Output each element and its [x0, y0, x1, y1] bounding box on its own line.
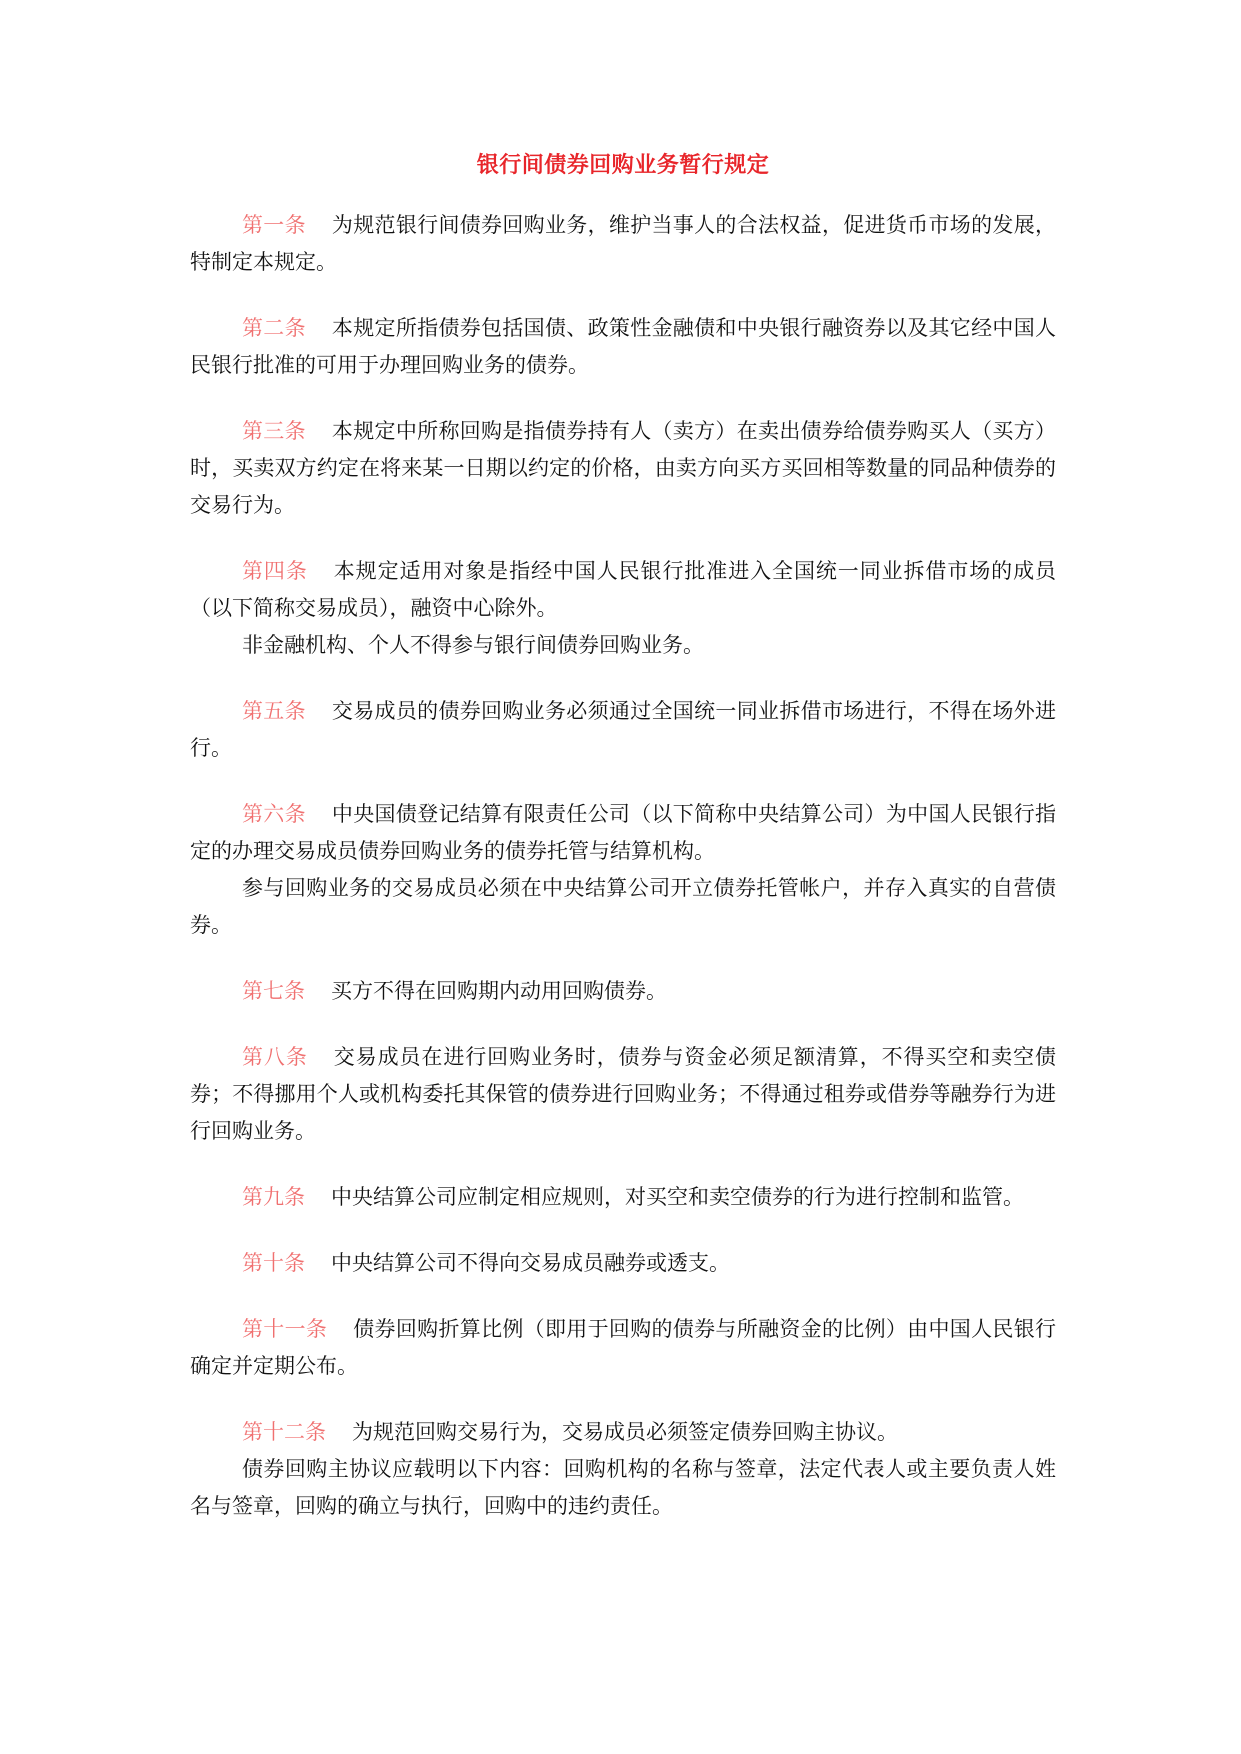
article-paragraph [190, 1179, 1056, 1216]
article-text: 债券回购折算比例（即用于回购的债券与所融资金的比例）由中国人民银行确定并定期公布。 [190, 1317, 1057, 1378]
document-page [190, 150, 1056, 1554]
article-text: 非金融机构、个人不得参与银行间债券回购业务。 [242, 633, 704, 657]
article [190, 413, 1056, 524]
article-paragraph [190, 973, 1056, 1010]
article [190, 207, 1056, 281]
article [190, 1039, 1056, 1150]
article-number: 第五条 [242, 699, 306, 723]
article-paragraph [190, 693, 1056, 767]
article [190, 973, 1056, 1010]
articles-list [190, 207, 1056, 1525]
article-text: 买方不得在回购期内动用回购债券。 [331, 979, 667, 1003]
article [190, 310, 1056, 384]
article-paragraph [190, 627, 1056, 664]
article-number: 第七条 [242, 979, 305, 1003]
article-text: 交易成员的债券回购业务必须通过全国统一同业拆借市场进行，不得在场外进行。 [190, 699, 1057, 760]
article-paragraph [190, 1039, 1056, 1150]
article-paragraph [190, 1245, 1056, 1282]
article-text: 交易成员在进行回购业务时，债券与资金必须足额清算，不得买空和卖空债券；不得挪用个人或机构委托其保管的债券进行回购业务；不得通过租券或借券等融券行为进行回购业务。 [190, 1045, 1057, 1143]
article-paragraph [190, 1451, 1056, 1525]
article-paragraph [190, 310, 1056, 384]
article-text: 债券回购主协议应载明以下内容：回购机构的名称与签章，法定代表人或主要负责人姓名与签章，回购的确立与执行，回购中的违约责任。 [190, 1457, 1056, 1518]
article-number: 第十条 [242, 1251, 305, 1275]
article-text: 本规定所指债券包括国债、政策性金融债和中央银行融资券以及其它经中国人民银行批准的可用于办理回购业务的债券。 [190, 316, 1057, 377]
article-paragraph [190, 870, 1056, 944]
article-text: 参与回购业务的交易成员必须在中央结算公司开立债券托管帐户，并存入真实的自营债券。 [190, 876, 1056, 937]
article-text: 本规定适用对象是指经中国人民银行批准进入全国统一同业拆借市场的成员（以下简称交易成员），融资中心除外。 [190, 559, 1057, 620]
article-number: 第十二条 [242, 1420, 326, 1444]
article [190, 1311, 1056, 1385]
article-text: 本规定中所称回购是指债券持有人（卖方）在卖出债券给债券购买人（买方）时，买卖双方约定在将来某一日期以约定的价格，由卖方向买方买回相等数量的同品种债券的交易行为。 [190, 419, 1057, 517]
article [190, 1179, 1056, 1216]
article-number: 第六条 [242, 802, 306, 826]
article-text: 中央结算公司不得向交易成员融券或透支。 [331, 1251, 730, 1275]
article-paragraph [190, 553, 1056, 627]
article-number: 第一条 [242, 213, 306, 237]
article [190, 1245, 1056, 1282]
article-number: 第八条 [242, 1045, 308, 1069]
article-paragraph [190, 413, 1056, 524]
article-paragraph [190, 1414, 1056, 1451]
article [190, 796, 1056, 944]
article-paragraph [190, 207, 1056, 281]
article-text: 为规范银行间债券回购业务，维护当事人的合法权益，促进货币市场的发展，特制定本规定。 [190, 213, 1057, 274]
article-paragraph [190, 796, 1056, 870]
article-number: 第九条 [242, 1185, 305, 1209]
article-number: 第四条 [242, 559, 308, 583]
document-title: 银行间债券回购业务暂行规定 [476, 152, 770, 178]
article-text: 中央结算公司应制定相应规则，对买空和卖空债券的行为进行控制和监管。 [331, 1185, 1024, 1209]
article-text: 为规范回购交易行为，交易成员必须签定债券回购主协议。 [352, 1420, 898, 1444]
article [190, 1414, 1056, 1525]
article [190, 693, 1056, 767]
article [190, 553, 1056, 664]
article-number: 第二条 [242, 316, 306, 340]
article-text: 中央国债登记结算有限责任公司（以下简称中央结算公司）为中国人民银行指定的办理交易成员债券回购业务的债券托管与结算机构。 [190, 802, 1057, 863]
article-number: 第十一条 [242, 1317, 328, 1341]
article-paragraph [190, 1311, 1056, 1385]
article-number: 第三条 [242, 419, 306, 443]
